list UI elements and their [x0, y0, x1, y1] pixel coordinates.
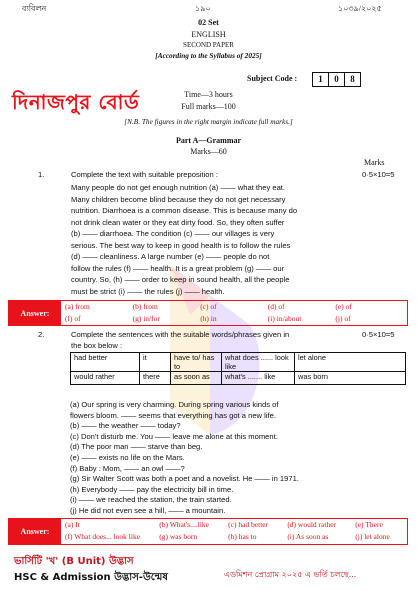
board-name: দিনাজপুর বোর্ড: [12, 90, 140, 114]
exam-time: Time—3 hours: [184, 90, 233, 99]
passage-line: follow the rules (f) —— health. It is a great problem (g) —— our: [71, 263, 285, 273]
passage-line: must be strict (i) —— the rules (j) —— health.: [71, 286, 225, 296]
word-box-table: [70, 352, 406, 385]
code-digit: 8: [344, 72, 361, 87]
word-box-row: [71, 372, 406, 385]
code-digit: 1: [312, 72, 329, 87]
answer-item: (f) of: [65, 313, 81, 323]
word-box-cell: what does ...... look like: [222, 353, 295, 372]
passage-line: Many people do not get enough nutrition (a) —— what they eat.: [71, 183, 286, 192]
passage-line: serious. The best way to keep in good health is to follow the rules: [71, 240, 291, 250]
answer-item: (e) of: [335, 302, 352, 311]
set-label: 02 Set: [198, 18, 219, 27]
word-box-cell: there: [140, 372, 171, 385]
part-title: Part A—Grammar: [175, 136, 242, 145]
subject-code-label: Subject Code :: [247, 74, 298, 83]
passage-line: (d) —— cleanliness. A large number (e) —— people do not: [71, 252, 270, 261]
subject-title: ENGLISH: [191, 30, 226, 39]
answer-item: (b) What's....like: [159, 520, 209, 529]
passage-line: country. So, (h) —— order to keep in sound health, all the people: [71, 275, 290, 284]
full-marks: Full marks—100: [181, 102, 236, 111]
sentence-line: (c) Don't disturb me. You —— leave me alone at this moment.: [70, 431, 278, 441]
page-number: ১৯০: [195, 4, 211, 13]
word-box-cell: was born: [295, 372, 406, 385]
word-box-cell: had better: [71, 353, 140, 372]
answer-item: (h) has to: [228, 532, 257, 541]
header-left: ব্যবিলন: [22, 4, 47, 13]
footer-promo-bottom: HSC & Admission উদ্ভাস-উন্মেষ: [14, 572, 168, 583]
question-1-instruction: Complete the text with suitable preposition :: [71, 170, 218, 179]
answer-box-2: [8, 518, 408, 545]
word-box-cell: let alone: [295, 353, 406, 372]
sentence-line: (e) —— exists no life on the Mars.: [70, 452, 185, 462]
marks-note: [N.B. The figures in the right margin indicate full marks.]: [124, 117, 293, 126]
answer-grid: [61, 519, 407, 544]
passage-line: nutrition. Diarrhoea is a common disease. This is because many do: [71, 206, 298, 215]
answer-item: (c) had better: [228, 520, 269, 529]
part-marks: Marks—60: [190, 147, 227, 156]
word-box-cell: would rather: [71, 372, 140, 385]
footer-promo-top: ভার্সিটি 'খ' (B Unit) উদ্ভাস: [14, 556, 134, 567]
answer-item: (g) in/for: [132, 313, 160, 323]
sentence-line: (a) Our spring is very charming. During spring various kinds of: [70, 400, 279, 409]
subject-code-box: [313, 72, 361, 87]
answer-grid: [61, 301, 407, 325]
sentence-line: (f) Baby : Mom, —— an owl ——?: [70, 463, 185, 473]
question-2-number: 2.: [38, 330, 45, 339]
word-box-cell: what's ....... like: [222, 372, 295, 385]
sentence-line: (b) —— the weather —— today?: [70, 421, 181, 431]
answer-item: (h) in: [200, 313, 217, 323]
answer-item: (j) of: [335, 313, 351, 323]
answer-item: (c) of: [200, 302, 217, 311]
question-1-passage: [71, 182, 401, 297]
answer-item: (f) What does... look like: [65, 532, 141, 541]
word-box-cell: have to/ has to: [171, 353, 222, 372]
passage-line: (b) —— diarrhoea. The condition (c) —— our villages is very: [71, 229, 275, 238]
word-box-row: [71, 353, 406, 372]
question-2-marks: 0·5×10=5: [362, 330, 395, 339]
marks-column-header: Marks: [364, 158, 385, 167]
passage-line: not drink clean water or they eat dirty food. So, they often suffer: [71, 217, 285, 227]
answer-item: (a) It: [65, 520, 80, 529]
answer-item: (a) from: [65, 302, 90, 311]
footer-admission-note: এডমিশন প্রোগ্রাম ২০২৫ এ ভর্তি চলছে...: [224, 570, 357, 579]
header-right: ১০৩৯/২০২৫: [338, 4, 382, 13]
answer-item: (i) in/about: [267, 313, 302, 323]
word-box-cell: it: [140, 353, 171, 372]
answer-item: (e) There: [355, 520, 383, 529]
answer-box-1: [8, 300, 408, 326]
sentence-line: (g) Sir Walter Scott was both a poet and a novelist. He —— in 1971.: [70, 474, 299, 484]
answer-item: (g) was born: [159, 532, 198, 541]
question-2-instruction: Complete the sentences with the suitable words/phrases given in: [71, 330, 290, 339]
answer-item: (d) of: [267, 302, 285, 311]
code-digit: 0: [328, 72, 345, 87]
answer-item: (j) let alone: [355, 532, 390, 541]
answer-item: (b) from: [132, 302, 158, 311]
question-2-instruction-cont: the box below :: [71, 341, 123, 350]
answer-item: (d) would rather: [287, 520, 337, 529]
question-2-sentences: [70, 400, 405, 517]
answer-label: Answer:: [9, 519, 61, 544]
sentence-line: (h) Everybody —— pay the electricity bill in time.: [70, 484, 234, 494]
sentence-line: (j) He did not even see a hill, —— a mountain.: [70, 505, 226, 515]
passage-line: Many children become blind because they do not get necessary: [71, 194, 286, 204]
question-1-number: 1.: [38, 170, 45, 179]
answer-label: Answer:: [9, 301, 61, 325]
answer-item: (i) As soon as: [287, 532, 329, 541]
question-1-marks: 0·5×10=5: [362, 170, 395, 179]
sentence-line: (i) —— we reached the station, the train started.: [70, 495, 232, 505]
syllabus-note: [According to the Syllabus of 2025]: [155, 51, 262, 60]
sentence-line: (d) The poor man —— starve than beg.: [70, 442, 203, 452]
word-box-cell: as soon as: [171, 372, 222, 385]
sentence-line: flowers bloom. —— seems that everything has got a new life.: [70, 410, 276, 420]
paper-title: SECOND PAPER: [183, 41, 234, 49]
